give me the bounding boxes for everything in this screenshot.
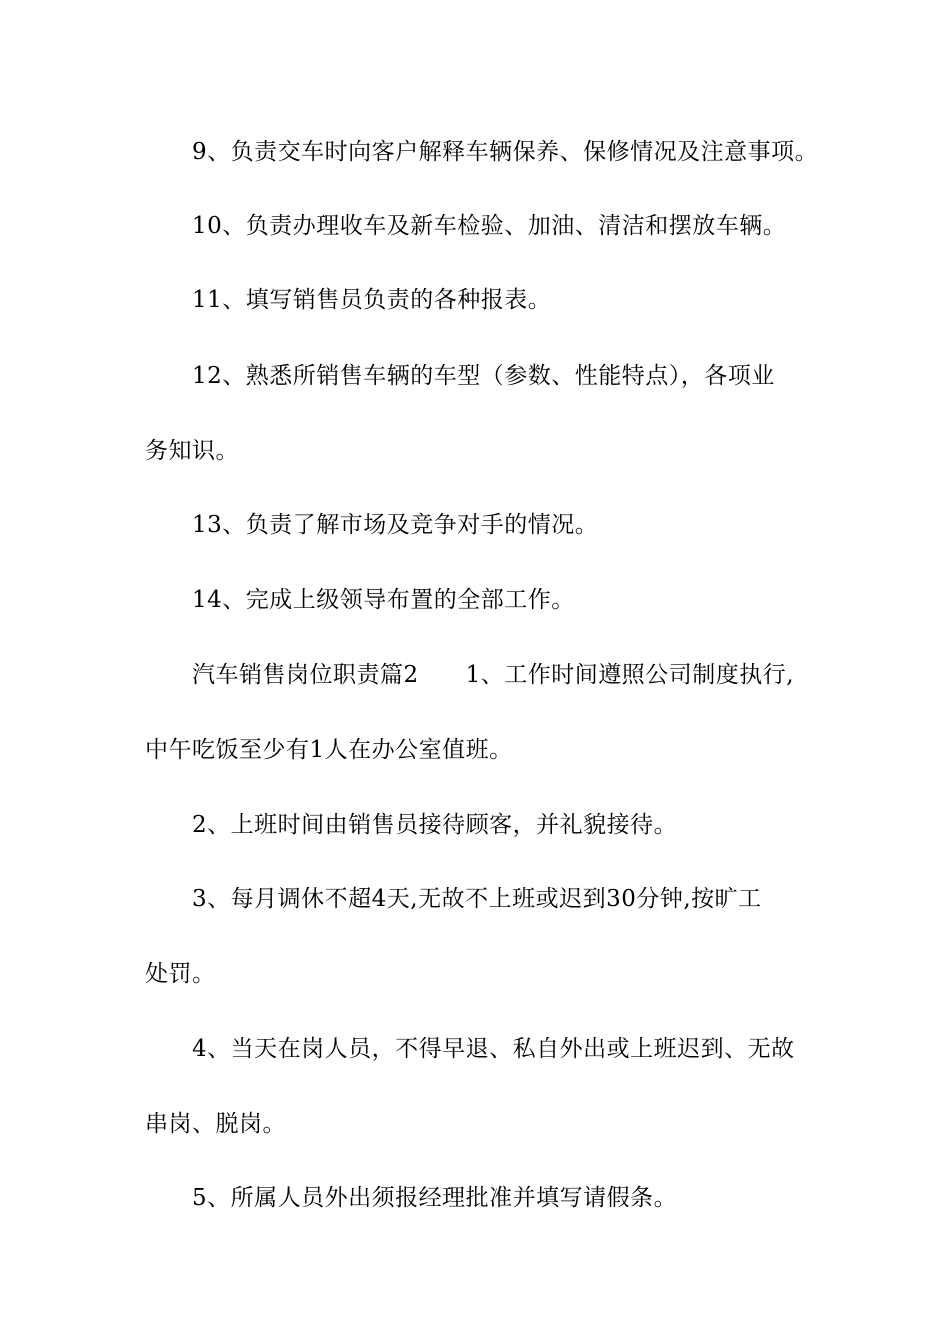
section-heading-line-2: 中午吃饭至少有1人在办公室值班。 bbox=[145, 737, 513, 763]
paragraph-12-line-2: 务知识。 bbox=[145, 438, 239, 464]
paragraph-13: 13、负责了解市场及竞争对手的情况。 bbox=[192, 512, 599, 538]
paragraph-9: 9、负责交车时向客户解释车辆保养、保修情况及注意事项。 bbox=[192, 139, 819, 165]
paragraph-4-line-2: 串岗、脱岗。 bbox=[145, 1111, 286, 1137]
paragraph-14: 14、完成上级领导布置的全部工作。 bbox=[192, 587, 575, 613]
paragraph-5: 5、所属人员外出须报经理批准并填写请假条。 bbox=[192, 1185, 678, 1211]
paragraph-10: 10、负责办理收车及新车检验、加油、清洁和摆放车辆。 bbox=[192, 213, 787, 239]
paragraph-4-line-1: 4、当天在岗人员，不得早退、私自外出或上班迟到、无故 bbox=[192, 1036, 795, 1062]
paragraph-3-line-2: 处罚。 bbox=[145, 961, 216, 987]
paragraph-3-line-1: 3、每月调休不超4天,无故不上班或迟到30分钟,按旷工 bbox=[192, 886, 762, 912]
paragraph-11: 11、填写销售员负责的各种报表。 bbox=[192, 287, 552, 313]
paragraph-12-line-1: 12、熟悉所销售车辆的车型（参数、性能特点），各项业 bbox=[192, 363, 775, 389]
paragraph-2: 2、上班时间由销售员接待顾客，并礼貌接待。 bbox=[192, 812, 678, 838]
section-heading-line-1: 汽车销售岗位职责篇2 1、工作时间遵照公司制度执行, bbox=[192, 662, 795, 688]
